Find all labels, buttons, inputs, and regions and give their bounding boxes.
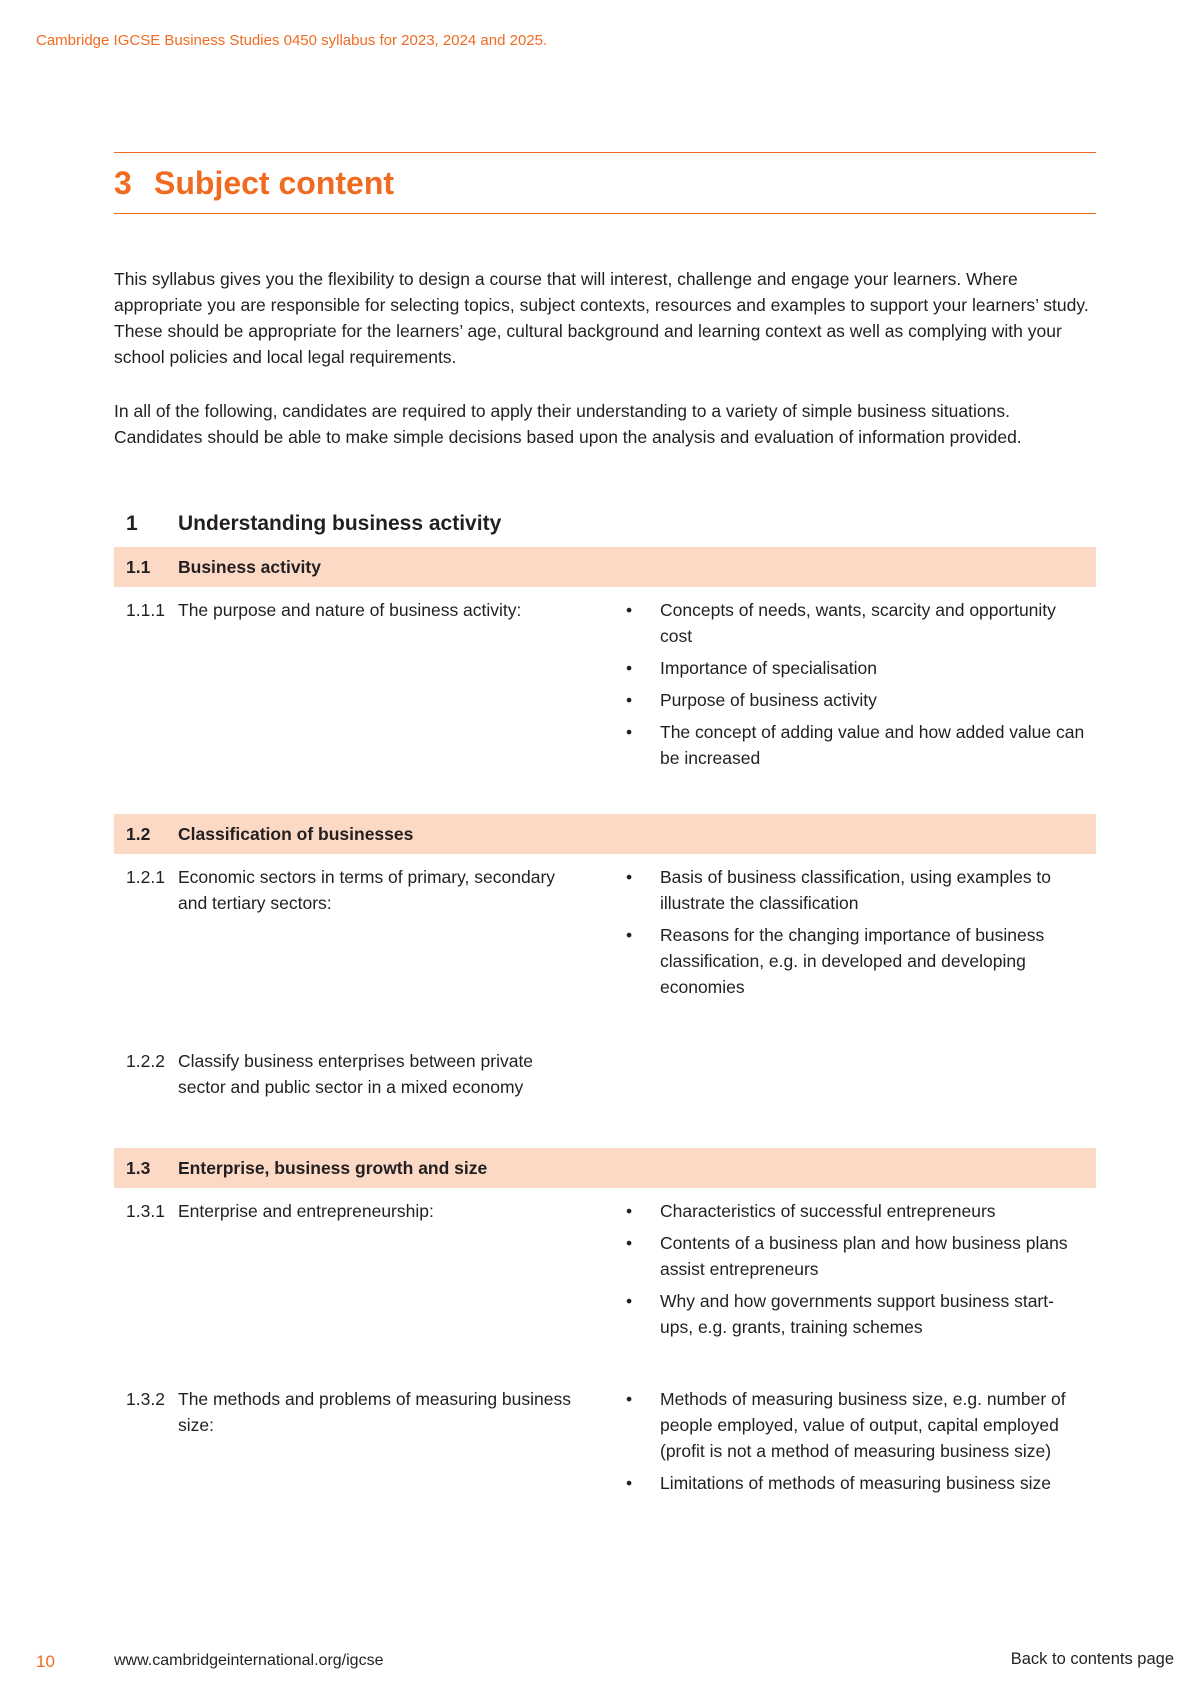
- subsection-band-1-2: [114, 814, 1096, 854]
- content-list: [626, 1386, 1086, 1502]
- subsection-band-1-1: [114, 547, 1096, 587]
- intro-paragraph-1: This syllabus gives you the flexibility to design a course that will interest, challenge and engage your learners. Where appropriate you are responsible for selecting topics, subject contexts, resources and examples to support your learners’ study. These should be appropriate for the learners’ age, cultural background and learning context as well as complying with your school policies and local legal requirements.: [114, 269, 1089, 367]
- subsection-title: Business activity: [178, 557, 321, 577]
- chapter-heading: [114, 152, 1096, 214]
- bullet-icon: •: [626, 1201, 633, 1221]
- list-item: • Contents of a business plan and how business plans assist entrepreneurs: [626, 1230, 1086, 1282]
- chapter-title: [114, 165, 394, 202]
- content-list: [626, 597, 1086, 777]
- bullet-icon: •: [626, 867, 633, 887]
- footer-url-link[interactable]: www.cambridgeinternational.org/igcse: [114, 1652, 384, 1669]
- topic-text: Enterprise and entrepreneurship:: [178, 1201, 434, 1221]
- page-number: 10: [36, 1652, 55, 1671]
- list-item: • Concepts of needs, wants, scarcity and opportunity cost: [626, 597, 1086, 649]
- topic-code: 1.2.1: [126, 867, 165, 887]
- back-to-contents-link[interactable]: Back to contents page: [1010, 1650, 1174, 1668]
- subsection-title: Enterprise, business growth and size: [178, 1158, 488, 1178]
- topic-code: 1.3.2: [126, 1389, 165, 1409]
- chapter-number: 3: [114, 165, 132, 201]
- bullet-icon: •: [626, 690, 633, 710]
- topic-text: Classify business enterprises between private sector and public sector in a mixed economy: [178, 1051, 534, 1097]
- bullet-icon: •: [626, 1473, 633, 1493]
- bullet-icon: •: [626, 1291, 633, 1311]
- list-item: • Why and how governments support business start-ups, e.g. grants, training schemes: [626, 1288, 1086, 1340]
- list-item: • Methods of measuring business size, e.g. number of people employed, value of output, capital employed (profit is not a method of measuring business size): [626, 1386, 1086, 1464]
- bullet-icon: •: [626, 658, 633, 678]
- bullet-icon: •: [626, 925, 633, 945]
- section-heading: [126, 512, 501, 536]
- intro-text: [114, 266, 1099, 478]
- running-header: Cambridge IGCSE Business Studies 0450 syllabus for 2023, 2024 and 2025.: [36, 32, 548, 49]
- list-item: • Purpose of business activity: [626, 687, 1086, 713]
- topic-code: 1.3.1: [126, 1201, 165, 1221]
- subsection-band-1-3: [114, 1148, 1096, 1188]
- subsection-title: Classification of businesses: [178, 824, 414, 844]
- list-item: • Importance of specialisation: [626, 655, 1086, 681]
- topic-code: 1.1.1: [126, 600, 165, 620]
- content-list: [626, 864, 1086, 1006]
- intro-paragraph-2: In all of the following, candidates are required to apply their understanding to a variety of simple business situations. Candidates should be able to make simple decisions based upon the analysis and evaluation of information provided.: [114, 401, 1022, 447]
- section-title: Understanding business activity: [178, 512, 502, 535]
- chapter-title-text: Subject content: [154, 165, 395, 201]
- subsection-number: 1.1: [126, 557, 151, 577]
- topic-text: The purpose and nature of business activity:: [178, 600, 522, 620]
- section-number: 1: [126, 512, 138, 535]
- list-item: • The concept of adding value and how added value can be increased: [626, 719, 1086, 771]
- list-item: • Characteristics of successful entrepreneurs: [626, 1198, 1086, 1224]
- bullet-icon: •: [626, 600, 633, 620]
- bullet-icon: •: [626, 722, 633, 742]
- topic-text: Economic sectors in terms of primary, secondary and tertiary sectors:: [178, 867, 556, 913]
- topic-code: 1.2.2: [126, 1051, 165, 1071]
- subsection-number: 1.3: [126, 1158, 151, 1178]
- bullet-icon: •: [626, 1389, 633, 1409]
- bullet-icon: •: [626, 1233, 633, 1253]
- list-item: • Reasons for the changing importance of business classification, e.g. in developed and developing economies: [626, 922, 1086, 1000]
- list-item: • Limitations of methods of measuring business size: [626, 1470, 1086, 1496]
- topic-text: The methods and problems of measuring business size:: [178, 1389, 571, 1435]
- content-list: [626, 1198, 1086, 1346]
- list-item: • Basis of business classification, using examples to illustrate the classification: [626, 864, 1086, 916]
- subsection-number: 1.2: [126, 824, 151, 844]
